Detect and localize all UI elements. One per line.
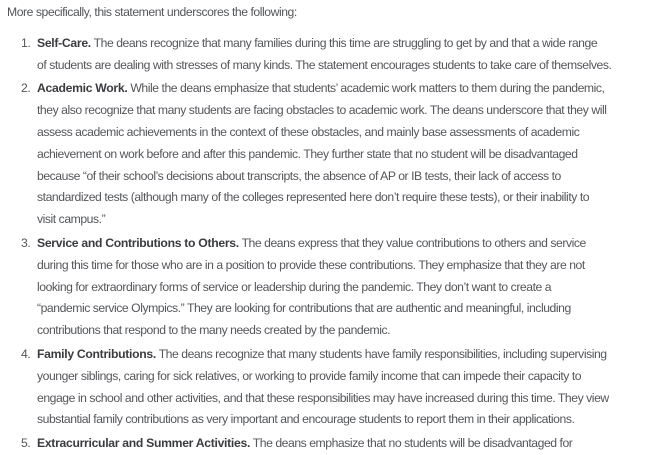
item-line: substantial family contributions as very important and encourage students to report them in their applications.	[37, 412, 575, 427]
list-item-family-contributions	[21, 344, 662, 431]
item-line: assess academic achievements in the context of these obstacles, and mainly base assessments of academic	[37, 124, 580, 139]
item-line: during this time for those who are in a position to provide these contributions. They emphasize that they are not	[37, 257, 585, 272]
list-item-extracurricular-summer	[21, 433, 662, 455]
item-title: Service and Contributions to Others.	[37, 235, 239, 250]
item-line: because “of their school’s decisions about transcripts, the absence of AP or IB tests, their lack of access to	[37, 168, 561, 183]
item-line: visit campus.”	[37, 212, 106, 227]
item-number: 1.	[21, 35, 31, 50]
item-line	[37, 78, 662, 100]
item-line: of students are dealing with stresses of many kinds. The statement encourages students to take care of themselves.	[37, 57, 612, 72]
item-line-text: The deans emphasize that no students will be disadvantaged for	[252, 436, 573, 451]
list-item-academic-work	[21, 78, 662, 231]
item-line-text: The deans recognize that many families during this time are struggling to get by and that a wide range	[93, 35, 598, 50]
item-number: 2.	[21, 81, 31, 96]
item-line	[37, 433, 662, 455]
item-number: 5.	[21, 436, 31, 451]
item-title: Family Contributions.	[37, 346, 156, 361]
list-item-self-care	[21, 33, 662, 77]
list-item-service-contributions	[21, 233, 662, 342]
item-line	[37, 233, 662, 255]
item-line: achievement on work before and after this pandemic. They further state that no student will be disadvantaged	[37, 146, 578, 161]
item-line: they also recognize that many students are facing obstacles to academic work. The deans underscore that they will	[37, 103, 607, 118]
intro-paragraph: More specifically, this statement underscores the following:	[7, 5, 297, 19]
item-line: standardized tests (although many of the colleges represented here don’t require these tests), or their inability to	[37, 190, 590, 205]
item-title: Academic Work.	[37, 81, 128, 96]
item-line: looking for extraordinary forms of service or leadership during the pandemic. They don’t want to create a	[37, 279, 552, 294]
item-number: 4.	[21, 346, 31, 361]
item-number: 3.	[21, 235, 31, 250]
item-line	[37, 33, 662, 55]
item-title: Self-Care.	[37, 35, 91, 50]
item-line: younger siblings, caring for sick relatives, or working to provide family income that can impede their capacity to	[37, 368, 582, 383]
item-line	[37, 344, 662, 366]
numbered-list	[7, 33, 662, 455]
item-line: contributions that respond to the many needs created by the pandemic.	[37, 323, 391, 338]
item-line-text: The deans recognize that many students have family responsibilities, including supervising	[158, 346, 607, 361]
item-line-text: The deans express that they value contributions to others and service	[241, 235, 586, 250]
item-line: engage in school and other activities, and that these responsibilities may have increased during this time. They view	[37, 390, 609, 405]
item-title: Extracurricular and Summer Activities.	[37, 436, 251, 451]
item-line-text: While the deans emphasize that students’ academic work matters to them during the pandemic,	[130, 81, 605, 96]
item-line: “pandemic service Olympics.” They are looking for contributions that are authentic and meaningful, including	[37, 301, 571, 316]
